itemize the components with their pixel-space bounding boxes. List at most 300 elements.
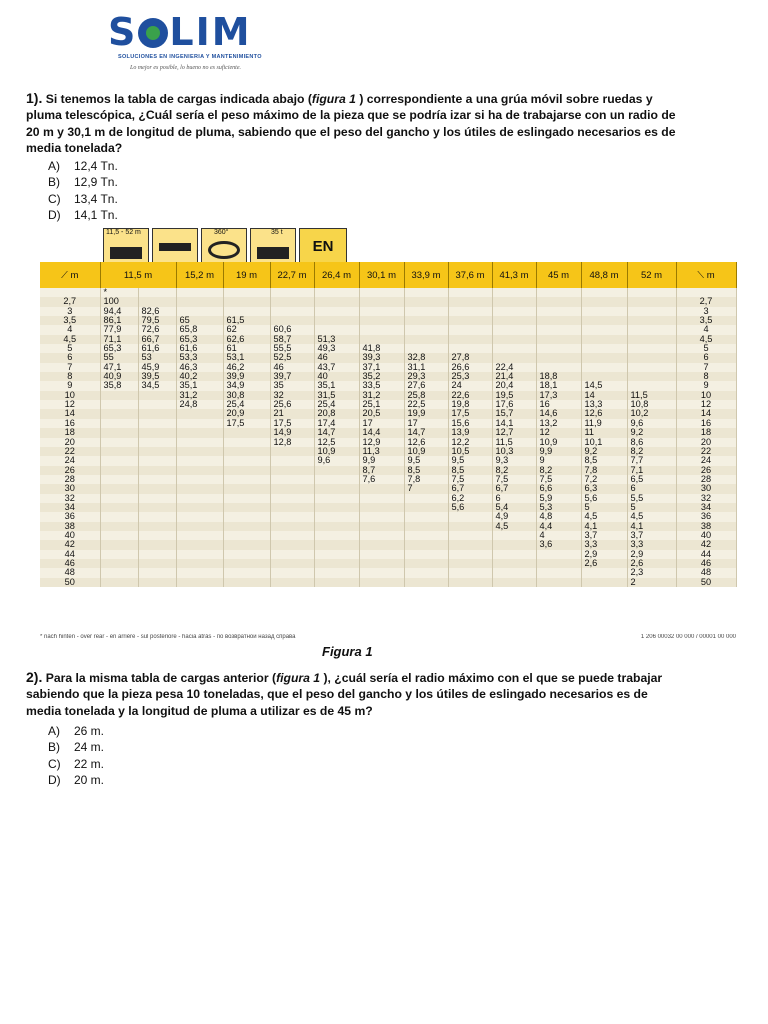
load-cell: 7,8 — [581, 466, 627, 475]
load-cell: 6,6 — [536, 484, 581, 493]
load-cell: 14,7 — [404, 428, 448, 437]
load-cell: 4,9 — [492, 512, 536, 521]
load-cell — [176, 540, 223, 549]
radius-cell: 10 — [676, 391, 736, 400]
load-cell: 12,7 — [492, 428, 536, 437]
load-cell — [223, 559, 270, 568]
load-cell: 10,9 — [404, 447, 448, 456]
load-cell: 41,8 — [359, 344, 404, 353]
table-cell — [581, 288, 627, 297]
load-cell: 55 — [100, 353, 138, 362]
load-cell: 11,3 — [359, 447, 404, 456]
load-cell — [270, 466, 314, 475]
load-cell — [581, 297, 627, 306]
table-cell — [270, 288, 314, 297]
load-cell — [404, 512, 448, 521]
load-cell: 3,7 — [627, 531, 676, 540]
load-cell — [138, 484, 176, 493]
load-cell: 21,4 — [492, 372, 536, 381]
load-cell: 21 — [270, 409, 314, 418]
radius-cell: 12 — [676, 400, 736, 409]
option-a[interactable]: A) 26 m. — [48, 724, 105, 738]
load-cell — [314, 531, 359, 540]
load-cell: 7 — [404, 484, 448, 493]
table-row — [40, 316, 736, 325]
load-cell: 24 — [448, 381, 492, 390]
load-cell — [314, 307, 359, 316]
table-row — [40, 381, 736, 390]
load-cell — [492, 578, 536, 587]
table-row — [40, 372, 736, 381]
load-cell: 17,4 — [314, 419, 359, 428]
radius-cell: 14 — [676, 409, 736, 418]
load-cell: 10,5 — [448, 447, 492, 456]
load-cell: 22,4 — [492, 363, 536, 372]
load-cell: 43,7 — [314, 363, 359, 372]
load-cell: 3,7 — [581, 531, 627, 540]
load-cell: 2,9 — [581, 550, 627, 559]
load-cell — [176, 297, 223, 306]
load-cell: 11,5 — [627, 391, 676, 400]
load-cell — [492, 540, 536, 549]
load-cell: 20,4 — [492, 381, 536, 390]
table-row — [40, 494, 736, 503]
load-cell — [176, 438, 223, 447]
load-cell: 65,3 — [176, 335, 223, 344]
load-cell: 35 — [270, 381, 314, 390]
load-cell — [492, 297, 536, 306]
load-cell: 10,3 — [492, 447, 536, 456]
load-cell — [100, 522, 138, 531]
load-cell: 61,6 — [138, 344, 176, 353]
load-cell — [176, 503, 223, 512]
radius-cell: 44 — [40, 550, 100, 559]
table-row — [40, 578, 736, 587]
figure-caption: Figura 1 — [322, 644, 373, 659]
radius-cell: 32 — [40, 494, 100, 503]
load-cell — [404, 494, 448, 503]
radius-cell: 24 — [40, 456, 100, 465]
load-cell: 6,2 — [448, 494, 492, 503]
load-cell — [359, 568, 404, 577]
load-cell: 12,6 — [581, 409, 627, 418]
load-cell: 3,3 — [581, 540, 627, 549]
load-cell: 17,6 — [492, 400, 536, 409]
load-cell: 10,2 — [627, 409, 676, 418]
load-cell: 4,5 — [492, 522, 536, 531]
table-cell — [138, 288, 176, 297]
load-cell — [581, 568, 627, 577]
load-cell: 25,8 — [404, 391, 448, 400]
load-cell: 55,5 — [270, 344, 314, 353]
load-cell — [138, 456, 176, 465]
load-cell — [404, 568, 448, 577]
logo-tagline: Lo mejor es posible, lo bueno no es suficiente. — [130, 65, 241, 71]
load-cell: 31,2 — [359, 391, 404, 400]
question-text-cont: ) correspondiente a una grúa móvil sobre ruedas y pluma telescópica, ¿Cuál sería el peso máximo de la pieza que se podría izar si ha de trabajarse con un radio de 20 m y 30,1 m de longitud de pluma, sabiendo que el peso del gancho y los útiles de eslingado necesarios es de media tonelada? — [26, 92, 676, 156]
load-cell: 22,5 — [404, 400, 448, 409]
load-cell — [581, 372, 627, 381]
load-cell: 20,9 — [223, 409, 270, 418]
option-c[interactable]: C) 22 m. — [48, 756, 105, 771]
radius-cell: 18 — [40, 428, 100, 437]
option-d[interactable]: D) 14,1 Tn. — [48, 207, 118, 222]
table-row — [40, 353, 736, 362]
load-cell — [223, 503, 270, 512]
question-2-options — [48, 723, 104, 788]
load-cell — [223, 484, 270, 493]
load-cell: 5,3 — [536, 503, 581, 512]
table-footnote: * nach hinten - over rear - en arrière - sul posteriore - hacia atrás - по возвратной назад справа 1 206 00032 00 000 / 00001 00 000 — [40, 634, 736, 640]
load-cell — [314, 297, 359, 306]
load-cell — [223, 447, 270, 456]
load-cell — [138, 550, 176, 559]
load-cell — [176, 531, 223, 540]
load-cell — [314, 466, 359, 475]
load-cell: 11,5 — [492, 438, 536, 447]
load-cell — [100, 494, 138, 503]
load-cell — [536, 325, 581, 334]
load-cell — [581, 307, 627, 316]
table-row — [40, 522, 736, 531]
load-cell — [223, 540, 270, 549]
load-cell — [359, 522, 404, 531]
load-cell: 60,6 — [270, 325, 314, 334]
option-d[interactable]: D) 20 m. — [48, 772, 105, 787]
load-cell — [176, 419, 223, 428]
load-cell: 25,4 — [314, 400, 359, 409]
load-cell: 35,1 — [314, 381, 359, 390]
load-cell — [223, 550, 270, 559]
option-c[interactable]: C) 13,4 Tn. — [48, 191, 118, 206]
load-cell — [359, 540, 404, 549]
radius-cell: 42 — [40, 540, 100, 549]
load-cell — [314, 578, 359, 587]
table-row — [40, 307, 736, 316]
load-cell — [223, 456, 270, 465]
load-cell — [138, 503, 176, 512]
table-row — [40, 484, 736, 493]
load-cell: 8,2 — [627, 447, 676, 456]
load-cell — [492, 550, 536, 559]
radius-cell: 5 — [676, 344, 736, 353]
radius-cell: 36 — [40, 512, 100, 521]
load-cell: 5,5 — [627, 494, 676, 503]
load-cell — [223, 297, 270, 306]
load-cell — [138, 391, 176, 400]
radius-cell: 12 — [40, 400, 100, 409]
load-cell: 2,6 — [627, 559, 676, 568]
boom-header: 41,3 m — [492, 262, 536, 288]
load-cell — [223, 531, 270, 540]
radius-cell: 2,7 — [676, 297, 736, 306]
load-cell: 13,3 — [581, 400, 627, 409]
load-cell — [581, 316, 627, 325]
load-cell: 35,2 — [359, 372, 404, 381]
load-cell — [627, 316, 676, 325]
crane-boom-icon: ⟋ — [61, 269, 68, 281]
boom-header: 19 m — [223, 262, 270, 288]
table-cell — [676, 288, 736, 297]
load-cell — [223, 466, 270, 475]
load-cell: 2,6 — [581, 559, 627, 568]
load-cell — [359, 307, 404, 316]
question-text-cont: ), ¿cuál sería el radio máximo con el que se puede trabajar sabiendo que la pieza pesa 10 toneladas, que el peso del gancho y los útiles de eslingado necesarios es de media tonelada y la longitud de pluma a utilizar es de 45 m? — [26, 671, 663, 718]
load-cell — [448, 325, 492, 334]
load-cell — [627, 297, 676, 306]
load-cell — [581, 578, 627, 587]
load-cell — [270, 522, 314, 531]
load-cell: 37,1 — [359, 363, 404, 372]
load-cell — [100, 531, 138, 540]
load-cell — [492, 353, 536, 362]
load-cell — [223, 438, 270, 447]
load-cell: 4,1 — [627, 522, 676, 531]
load-cell — [448, 568, 492, 577]
load-cell — [448, 531, 492, 540]
load-cell: 25,3 — [448, 372, 492, 381]
radius-cell: 20 — [40, 438, 100, 447]
load-cell: 30,8 — [223, 391, 270, 400]
load-cell — [627, 363, 676, 372]
load-cell — [314, 316, 359, 325]
load-cell — [359, 325, 404, 334]
load-cell — [176, 550, 223, 559]
load-cell — [404, 531, 448, 540]
load-cell: 6,7 — [448, 484, 492, 493]
load-cell: 18,8 — [536, 372, 581, 381]
load-cell — [492, 307, 536, 316]
table-cell — [176, 288, 223, 297]
load-cell — [176, 578, 223, 587]
load-cell: 25,4 — [223, 400, 270, 409]
option-a[interactable]: A) 12,4 Tn. — [48, 159, 118, 173]
radius-header: ⟋ m — [40, 262, 100, 288]
load-cell: 61,5 — [223, 316, 270, 325]
table-row — [40, 531, 736, 540]
radius-cell: 3,5 — [40, 316, 100, 325]
load-cell: 14,4 — [359, 428, 404, 437]
load-cell — [448, 522, 492, 531]
load-cell — [138, 559, 176, 568]
load-cell: 5,6 — [448, 503, 492, 512]
load-cell — [314, 494, 359, 503]
load-cell: 34,5 — [138, 381, 176, 390]
crane-boom-icon: ⟍ — [697, 269, 705, 281]
load-cell — [404, 522, 448, 531]
load-cell — [138, 512, 176, 521]
load-cell — [314, 484, 359, 493]
option-b[interactable]: B) 24 m. — [48, 740, 105, 755]
load-cell: 6,3 — [581, 484, 627, 493]
load-cell: 9,2 — [627, 428, 676, 437]
load-cell: 17 — [404, 419, 448, 428]
load-cell: 53,3 — [176, 353, 223, 362]
table-row — [40, 297, 736, 306]
load-cell — [359, 297, 404, 306]
question-1-options — [48, 158, 118, 223]
load-cell: 14,7 — [314, 428, 359, 437]
load-cell: 40,9 — [100, 372, 138, 381]
load-cell — [448, 335, 492, 344]
question-number: 2). — [26, 669, 43, 685]
load-cell — [270, 568, 314, 577]
table-cell — [359, 288, 404, 297]
load-cell: 10,8 — [627, 400, 676, 409]
question-1 — [26, 90, 676, 157]
load-cell — [176, 307, 223, 316]
load-cell: 10,9 — [536, 438, 581, 447]
radius-cell: 30 — [676, 484, 736, 493]
load-cell: 8,5 — [448, 466, 492, 475]
load-cell: 9 — [536, 456, 581, 465]
load-cell: 52,5 — [270, 353, 314, 362]
load-cell: 77,9 — [100, 325, 138, 334]
load-cell: 31,1 — [404, 363, 448, 372]
table-cell — [448, 288, 492, 297]
load-cell: 79,5 — [138, 316, 176, 325]
radius-header-right: ⟍ m — [676, 262, 736, 288]
logo-wordmark: S LIM — [108, 10, 252, 54]
load-cell: 7,5 — [536, 475, 581, 484]
load-cell — [536, 297, 581, 306]
load-cell — [581, 335, 627, 344]
load-cell: 7,2 — [581, 475, 627, 484]
load-cell: 3,6 — [536, 540, 581, 549]
load-cell: 15,6 — [448, 419, 492, 428]
load-cell — [448, 540, 492, 549]
load-cell — [138, 531, 176, 540]
load-cell — [223, 307, 270, 316]
load-cell: 14,5 — [581, 381, 627, 390]
radius-cell: 50 — [40, 578, 100, 587]
radius-cell: 4 — [676, 325, 736, 334]
load-cell — [359, 494, 404, 503]
option-b[interactable]: B) 12,9 Tn. — [48, 175, 118, 190]
radius-cell: 14 — [40, 409, 100, 418]
load-cell — [404, 550, 448, 559]
load-cell: 3,3 — [627, 540, 676, 549]
load-cell — [270, 447, 314, 456]
load-cell — [627, 353, 676, 362]
table-row — [40, 419, 736, 428]
load-cell — [100, 447, 138, 456]
load-cell — [138, 447, 176, 456]
load-cell — [404, 559, 448, 568]
load-cell — [536, 307, 581, 316]
load-cell: 17,5 — [448, 409, 492, 418]
load-cell: 62 — [223, 325, 270, 334]
load-cell: 45,9 — [138, 363, 176, 372]
load-cell — [448, 550, 492, 559]
load-cell: 12 — [536, 428, 581, 437]
load-cell: 9,5 — [404, 456, 448, 465]
load-cell: 18,1 — [536, 381, 581, 390]
load-cell: 9,9 — [359, 456, 404, 465]
load-cell — [100, 484, 138, 493]
load-cell: 5,4 — [492, 503, 536, 512]
load-cell — [359, 484, 404, 493]
load-cell: 10,9 — [314, 447, 359, 456]
load-cell: 27,8 — [448, 353, 492, 362]
load-cell — [223, 512, 270, 521]
load-cell — [223, 494, 270, 503]
load-cell — [627, 344, 676, 353]
boom-header: 15,2 m — [176, 262, 223, 288]
load-cell — [270, 475, 314, 484]
load-cell — [404, 335, 448, 344]
radius-cell: 40 — [676, 531, 736, 540]
load-cell: 9,6 — [627, 419, 676, 428]
load-cell — [176, 447, 223, 456]
load-cell — [359, 578, 404, 587]
load-cell: 14,6 — [536, 409, 581, 418]
load-cell — [536, 568, 581, 577]
question-number: 1). — [26, 90, 43, 106]
load-cell — [359, 503, 404, 512]
load-cell — [100, 409, 138, 418]
load-cell: 39,5 — [138, 372, 176, 381]
load-cell: 27,6 — [404, 381, 448, 390]
load-cell — [581, 344, 627, 353]
load-cell — [223, 428, 270, 437]
radius-cell: 26 — [40, 466, 100, 475]
radius-cell: 3,5 — [676, 316, 736, 325]
load-cell — [627, 335, 676, 344]
load-cell: 25,1 — [359, 400, 404, 409]
load-cell — [138, 568, 176, 577]
radius-cell: 16 — [676, 419, 736, 428]
load-cell: 31,5 — [314, 391, 359, 400]
load-cell: 6,5 — [627, 475, 676, 484]
load-cell — [404, 307, 448, 316]
load-cell — [270, 494, 314, 503]
load-cell — [176, 475, 223, 484]
radius-cell: 28 — [40, 475, 100, 484]
load-cell — [100, 475, 138, 484]
load-cell — [138, 428, 176, 437]
load-cell — [176, 494, 223, 503]
load-cell: 10,1 — [581, 438, 627, 447]
load-cell — [270, 559, 314, 568]
load-cell — [100, 503, 138, 512]
load-cell: 20,5 — [359, 409, 404, 418]
table-cell: * — [100, 288, 138, 297]
radius-cell: 18 — [676, 428, 736, 437]
load-cell: 46 — [270, 363, 314, 372]
table-cell — [492, 288, 536, 297]
table-row — [40, 409, 736, 418]
load-cell — [314, 550, 359, 559]
load-cell — [359, 316, 404, 325]
load-cell: 39,3 — [359, 353, 404, 362]
load-cell: 2,9 — [627, 550, 676, 559]
load-cell — [100, 456, 138, 465]
radius-cell: 48 — [676, 568, 736, 577]
table-row — [40, 400, 736, 409]
language-badge: EN — [299, 228, 347, 266]
load-cell — [448, 316, 492, 325]
load-cell — [270, 578, 314, 587]
radius-cell: 7 — [676, 363, 736, 372]
load-cell: 14 — [581, 391, 627, 400]
load-cell — [404, 578, 448, 587]
load-cell: 19,8 — [448, 400, 492, 409]
load-cell — [176, 522, 223, 531]
radius-cell: 26 — [676, 466, 736, 475]
table-row — [40, 512, 736, 521]
load-cell — [359, 335, 404, 344]
